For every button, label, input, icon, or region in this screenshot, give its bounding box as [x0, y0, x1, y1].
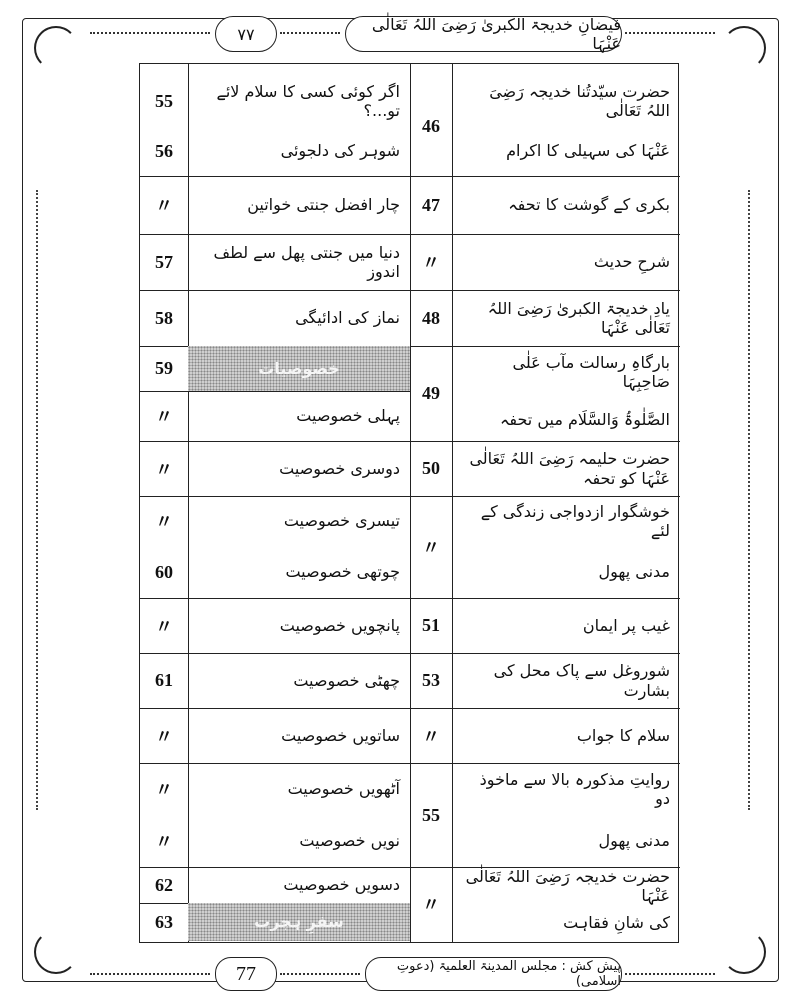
toc-left-title[interactable]: چھٹی خصوصیت: [293, 670, 400, 690]
toc-left-page: 〃: [155, 459, 173, 480]
toc-left-title[interactable]: ساتویں خصوصیت: [281, 725, 400, 745]
section-heading-label: سفرِ ہجرت: [254, 912, 344, 932]
footer-page-number: 77: [215, 957, 277, 991]
toc-right-title[interactable]: کی شانِ فقاہت: [563, 913, 670, 933]
toc-right-page: 50: [422, 458, 440, 478]
toc-left-page: 63: [155, 911, 173, 932]
toc-right-page: 48: [422, 307, 440, 328]
toc-left-title[interactable]: چار افضل جنتی خواتین: [247, 195, 400, 215]
toc-left-title[interactable]: آٹھویں خصوصیت: [287, 779, 400, 799]
toc-right-title[interactable]: الصَّلٰوۃُ وَالسَّلَام میں تحفہ: [500, 409, 670, 429]
toc-right-title[interactable]: مدنی پھول: [598, 831, 670, 851]
toc-left-title[interactable]: نویں خصوصیت: [299, 831, 400, 851]
toc-right-page: 〃: [422, 895, 440, 915]
toc-left-page: 〃: [155, 726, 173, 747]
side-ornament: [748, 190, 764, 810]
toc-right-page: 〃: [422, 253, 440, 273]
toc-right-title[interactable]: روایتِ مذکورہ بالا سے ماخوذ دو: [479, 769, 670, 808]
toc-right-title[interactable]: حضرت خدیجہ رَضِیَ اللہُ تَعَالٰی عَنْہَا: [465, 866, 670, 905]
side-ornament: [36, 190, 52, 810]
footer-divider: [90, 973, 210, 975]
toc-right-title[interactable]: شرحِ حدیث: [593, 252, 670, 272]
footer-divider: [280, 973, 360, 975]
toc-left-page: 56: [155, 140, 173, 161]
toc-right-title[interactable]: خوشگوار ازدواجی زندگی کے لئے: [480, 501, 670, 540]
toc-left-page: 〃: [155, 616, 173, 637]
page-footer: [0, 955, 800, 995]
toc-right-title[interactable]: سلام کا جواب: [576, 725, 670, 745]
toc-left-page: 〃: [155, 512, 173, 532]
toc-left-page: 62: [155, 874, 173, 895]
toc-right-title[interactable]: یادِ خدیجۃ الکبریٰ رَضِیَ اللہُ تَعَالٰی عَنْہَا: [487, 298, 670, 337]
section-heading-label: خصوصیات: [258, 358, 340, 378]
toc-right-page: 〃: [422, 538, 440, 558]
toc-left-title[interactable]: دنیا میں جنتی پھل سے لطف اندوز: [213, 242, 400, 281]
toc-right-title[interactable]: بارگاہِ رسالت مآب عَلٰی صَاحِبِہَا: [512, 352, 670, 391]
toc-right-page: 51: [422, 615, 440, 635]
toc-left-title[interactable]: پانچویں خصوصیت: [279, 615, 400, 635]
toc-right-page: 〃: [422, 726, 440, 747]
toc-left-page: 57: [155, 251, 173, 272]
toc-right-page: 46: [422, 115, 440, 136]
toc-right-title[interactable]: شوروغل سے پاک محل کی بشارت: [493, 661, 670, 700]
book-title: فیضانِ خدیجۃ الکبریٰ رَضِیَ اللہُ تَعَالٰی عَنْہَا: [345, 16, 622, 52]
toc-section-heading[interactable]: [188, 903, 410, 941]
page-header: [0, 12, 800, 56]
toc-left-title[interactable]: شوہر کی دلجوئی: [280, 141, 400, 161]
toc-left-page: 〃: [155, 196, 173, 216]
header-divider: [90, 32, 210, 34]
toc-left-page: 〃: [155, 780, 173, 800]
toc-left-title[interactable]: تیسری خصوصیت: [283, 511, 400, 531]
toc-left-page: 60: [155, 561, 173, 582]
toc-left-page: 〃: [155, 407, 173, 427]
toc-right-page: 55: [422, 804, 440, 825]
toc-left-page: 55: [155, 90, 173, 111]
toc-left-title[interactable]: پہلی خصوصیت: [296, 406, 400, 426]
toc-left-title[interactable]: دسویں خصوصیت: [283, 875, 400, 895]
toc-left-page: 61: [155, 670, 173, 690]
toc-right-page: 47: [422, 194, 440, 215]
header-divider: [280, 32, 340, 34]
toc-left-page: 58: [155, 307, 173, 328]
toc-left-page: 59: [155, 358, 173, 378]
toc-right-title[interactable]: بکری کے گوشت کا تحفہ: [508, 195, 670, 215]
toc-left-title[interactable]: اگر کوئی کسی کا سلام لائے تو...؟: [216, 81, 400, 120]
toc-right-title[interactable]: غیب پر ایمان: [582, 615, 670, 635]
toc-left-title[interactable]: دوسری خصوصیت: [279, 458, 400, 478]
toc-section-heading[interactable]: [188, 346, 410, 391]
publisher-credit: پیش کش : مجلس المدینۃ العلمیۃ (دعوتِ اسلامی): [365, 957, 622, 991]
toc-right-title[interactable]: حضرت سیّدتُنا خدیجہ رَضِیَ اللہُ تَعَالٰی: [489, 81, 670, 120]
header-divider: [625, 32, 715, 34]
toc-left-title[interactable]: چوتھی خصوصیت: [285, 562, 400, 582]
toc-right-title[interactable]: مدنی پھول: [598, 562, 670, 582]
header-page-number: ۷۷: [215, 16, 277, 52]
toc-right-page: 49: [422, 383, 440, 403]
footer-divider: [625, 973, 715, 975]
toc-left-title[interactable]: نماز کی ادائیگی: [295, 308, 400, 328]
toc-right-title[interactable]: عَنْہَا کی سہیلی کا اکرام: [506, 141, 670, 161]
toc-right-title[interactable]: حضرت حلیمہ رَضِیَ اللہُ تَعَالٰی عَنْہَا کو تحفہ: [469, 449, 670, 488]
toc-left-page: 〃: [155, 832, 173, 852]
table-of-contents: [139, 63, 679, 943]
toc-right-page: 53: [422, 670, 440, 690]
